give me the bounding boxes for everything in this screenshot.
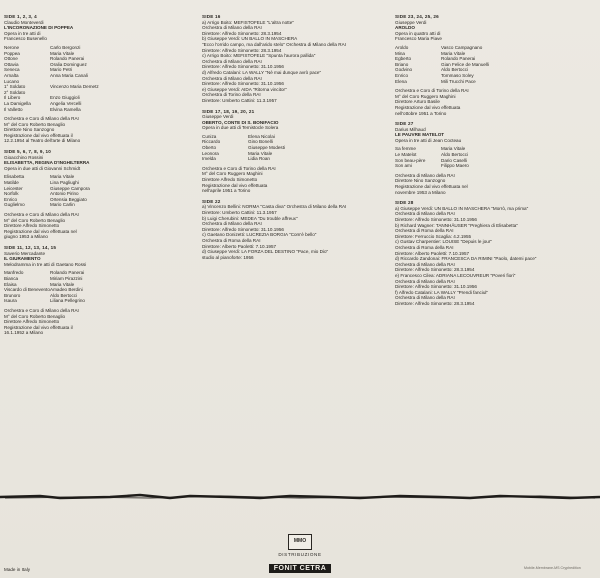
program-block xyxy=(4,14,184,144)
credit-line: Orchestra e Coro di Milano della RAI xyxy=(4,307,79,313)
track-line: Orchestra di Milano della RAI xyxy=(202,58,262,64)
composer-name: Claudio Monteverdi xyxy=(4,19,44,25)
credit-line: M° del Coro Roberto Benaglio xyxy=(4,313,66,319)
cast-singer: Gian Felice de Manuelli xyxy=(441,61,490,67)
credits xyxy=(202,166,382,194)
track-line: Orchestra di Milano della RAI xyxy=(202,25,262,31)
cast-role: Isaura xyxy=(4,298,17,304)
cast-role: Norfolk xyxy=(4,191,19,197)
credit-line: Direttore Arturo Basile xyxy=(395,99,440,105)
cast-singer: Carlo Bergonzi xyxy=(50,44,81,50)
track-line: b) Luigi Cherubini: MEDEA "Du trouble affreux" xyxy=(202,215,298,221)
credit-line: novembre 1953 a Milano xyxy=(395,189,446,195)
cast-singer: Maria Vitale xyxy=(441,146,466,152)
cast-list xyxy=(395,45,575,84)
program-block xyxy=(202,109,382,194)
side-heading: SIDE 23, 24, 25, 26 xyxy=(395,14,439,19)
track-line: Direttore: Alfredo Simonetto: 31.10.1956 xyxy=(202,64,284,70)
credit-line: nell'aprile 1951 a Torino xyxy=(202,188,251,194)
credit-line: Direttore Nino Sanzogno xyxy=(4,127,55,133)
credits xyxy=(4,212,184,240)
label-logo xyxy=(252,534,348,570)
cast-list xyxy=(395,146,575,168)
side-heading: SIDE 1, 2, 3, 4 xyxy=(4,14,37,19)
cast-singer: Tommaso Soley xyxy=(441,72,474,78)
credits xyxy=(395,88,575,116)
credit-line: M° del Coro Roberto Benaglio xyxy=(4,217,66,223)
cast-singer: Maria Vitale xyxy=(50,281,75,287)
cast-singer: Miriam Pirazzini xyxy=(50,275,83,281)
track-line: Orchestra di Milano della RAI xyxy=(395,211,455,217)
cast-list xyxy=(4,45,184,112)
cast-role: Aroldo xyxy=(395,44,409,50)
composer-name: Gioacchino Rossini xyxy=(4,154,44,160)
cast-singer: Maria Vitale xyxy=(441,50,466,56)
composer-name: Darius Milhaud xyxy=(395,126,426,132)
credit-line: M° del Coro Roberto Benaglio xyxy=(4,121,66,127)
cast-role: Nerone xyxy=(4,44,20,50)
cast-singer: Gino Bonelli xyxy=(248,139,273,145)
cast-role: Leicester xyxy=(4,185,23,191)
cast-singer: Antonio Pirino xyxy=(50,191,79,197)
track-line: studio al pianoforte: 1956 xyxy=(202,254,254,260)
cast-singer: Rolando Panerai xyxy=(50,56,85,62)
cast-role: Ottavia xyxy=(4,61,19,67)
track-line: Orchestra di Roma della RAI xyxy=(395,228,454,234)
made-in-label: Made in Italy xyxy=(4,567,31,572)
cast-singer: Aldo Bertocci xyxy=(50,292,78,298)
cast-singer: Angelia Vercelli xyxy=(50,100,82,106)
program-block xyxy=(202,199,382,261)
cast-role: Enrico xyxy=(395,72,409,78)
track-line: f) Alfredo Catalani: LA WALLY "Prendi fanciul" xyxy=(395,289,489,295)
credit-line: Orchestra e Coro di Torino della RAI xyxy=(202,165,276,171)
track-line: Direttore: Alfredo Simonetto: 31.10.1956 xyxy=(395,284,477,290)
cast-singer: Filippo Maero xyxy=(441,163,469,169)
cast-singer: Giuseppe Campora xyxy=(50,185,90,191)
credit-line: M° del Coro Ruggero Maghini xyxy=(395,93,456,99)
cast-singer: Amadeo Berdini xyxy=(50,287,83,293)
work-title: L'INCORONAZIONE DI POPPEA xyxy=(4,25,74,31)
cast-singer: Enzo Giuggioli xyxy=(50,95,80,101)
track-line: e) Giuseppe Verdi: AIDA "Ritorna vincitor" xyxy=(202,86,287,92)
label-mark-text: MMO xyxy=(293,538,307,544)
track-line: Direttore: Alberto Paoletti: 7.10.1957 xyxy=(202,243,277,249)
program-block xyxy=(4,245,184,336)
work-description: Opera in due atti di Temistocle Solera xyxy=(202,125,279,131)
cast-role: Seneca xyxy=(4,67,20,73)
cast-singer: Anna Maria Canali xyxy=(50,72,88,78)
credit-line: Direttore Alfredo Simonetto xyxy=(4,223,60,229)
side-heading: SIDE 5, 6, 7, 8, 9, 10 xyxy=(4,149,52,155)
track-line: d) Riccardo Zandonai: FRANCESCA DA RIMINI "Paolo, datemi pace" xyxy=(395,256,537,262)
credits xyxy=(4,308,184,336)
cast-role: Il Libero xyxy=(4,95,21,101)
cast-role: Manfredo xyxy=(4,270,24,276)
track-line: a) Vincenzo Bellini: NORMA "Casta diva" Orchestra di Milano della RAI xyxy=(202,204,347,210)
credit-line: nell'ottobre 1951 a Torino xyxy=(395,110,447,116)
composer-name: Saverio Mercadante xyxy=(4,250,46,256)
credit-line: Direttore Alfredo Simonetto xyxy=(202,177,258,183)
program-block xyxy=(395,14,575,116)
work-title: OBERTO, CONTE DI S. BONIFACIO xyxy=(202,119,279,125)
column-right xyxy=(395,14,575,312)
track-line: Orchestra di Milano della RAI xyxy=(202,221,262,227)
cast-singer: Mili Trucchi Pace xyxy=(441,78,476,84)
cast-role: Imelda xyxy=(202,156,216,162)
cast-role: 1° Soldato xyxy=(4,84,26,90)
column-middle xyxy=(202,14,382,265)
work-title: IL GIURAMENTO xyxy=(4,256,41,262)
credit-line: Orchestra e Coro di Milano della RAI xyxy=(4,116,79,122)
cast-singer: Maria Vitale xyxy=(248,150,273,156)
credit-line: Registrazione dal vivo effettuata il xyxy=(4,132,73,138)
cast-role: Viscardo di Benevento xyxy=(4,287,50,293)
cast-singer: Mario Petri xyxy=(50,67,73,73)
side-heading: SIDE 27 xyxy=(395,121,414,127)
cast-role: Bianca xyxy=(4,275,19,281)
cast-list xyxy=(4,270,184,304)
credit-line: Orchestra e Coro di Milano della RAI xyxy=(4,212,79,217)
distribution-label: DISTRIBUZIONE xyxy=(278,552,322,557)
cast-role: Son ami xyxy=(395,163,412,169)
cast-role: Son beau-père xyxy=(395,157,426,163)
track-line: Orchestra di Milano della RAI xyxy=(202,75,262,81)
cast-singer: Rolando Panerai xyxy=(50,270,85,276)
side-heading: SIDE 16 xyxy=(202,14,221,19)
cast-singer: Maria Vitale xyxy=(50,50,75,56)
track-line: d) Giuseppe Verdi: LA FORZA DEL DESTINO "Pace, mio Dio" xyxy=(202,249,329,255)
cast-singer: Lidia Roan xyxy=(248,156,270,162)
cast-role: Briano xyxy=(395,61,409,67)
credit-line: Direttore Nino Sanzogno xyxy=(395,178,446,184)
work-description: Francesco Maria Piave xyxy=(395,36,442,42)
track-list xyxy=(202,20,382,104)
credit-line: Registrazione dal vivo effettuata xyxy=(202,182,268,188)
credit-line: Registrazione dal vivo effettuata xyxy=(395,104,461,110)
track-line: Direttore: Alfredo Simonetto: 28.3.1954 xyxy=(395,300,475,306)
cast-singer: Lina Pagliughi xyxy=(50,180,79,186)
track-line: b) Giuseppe Verdi: UN BALLO IN MASCHERA xyxy=(202,36,298,42)
credit-line: M° del Coro Ruggero Maghini xyxy=(202,171,263,177)
brush-stroke-divider xyxy=(0,492,600,502)
cast-singer: Elvina Ramella xyxy=(50,106,81,112)
track-line: c) Gustav Charpentier: LOUISE "Depuis le jour" xyxy=(395,239,492,245)
track-line: Direttore: Alfredo Simonetto: 28.3.1954 xyxy=(202,30,282,36)
composer-name: Giuseppe Verdi xyxy=(395,19,427,25)
cast-role: Sa femme xyxy=(395,146,416,152)
column-left xyxy=(4,14,184,341)
cast-singer: Vasco Campagnano xyxy=(441,44,483,50)
small-print: Mobile-Membrane-MS Cryphedition xyxy=(524,566,581,570)
credit-line: Registrazione dal vivo effettuata nel xyxy=(395,184,468,190)
cast-role: Poppea xyxy=(4,50,20,56)
cast-singer: Dario Caselli xyxy=(441,157,468,163)
cast-singer: Mario Carlin xyxy=(50,202,75,208)
cast-list xyxy=(4,174,184,208)
track-line: Orchestra di Milano della RAI xyxy=(395,295,455,301)
track-line: Direttore: Umberto Cattini: 11.3.1957 xyxy=(202,97,277,103)
track-line: c) Gaetano Donizetti: LUCREZIA BORGIA "Com'è bello" xyxy=(202,232,317,238)
track-line: Direttore: Alfredo Simonetto: 28.3.1954 xyxy=(202,47,282,53)
cast-role: Il Valletto xyxy=(4,106,23,112)
track-list xyxy=(395,206,575,307)
work-title: LE PAUVRE MATELOT xyxy=(395,132,445,138)
composer-name: Giuseppe Verdi xyxy=(202,114,234,120)
work-title: ELISABETTA, REGINA D'INGHILTERRA xyxy=(4,160,90,166)
track-line: Direttore: Alfredo Simonetto: 31.10.1956 xyxy=(202,226,284,232)
track-line: Direttore: Ferruccio Scaglia: 4.2.1955 xyxy=(395,233,472,239)
credit-line: Orchestra e Coro di Torino della RAI xyxy=(395,88,469,94)
track-line: Orchestra di Milano della RAI xyxy=(395,278,455,284)
side-heading: SIDE 28 xyxy=(395,200,414,206)
credit-line: 16.1.1952 a Milano xyxy=(4,330,44,336)
side-heading: SIDE 17, 18, 19, 20, 21 xyxy=(202,108,255,114)
cast-role: Riccardo xyxy=(202,139,221,145)
cast-singer: Giuseppe Modesti xyxy=(248,145,286,151)
brand-name: FONIT CETRA xyxy=(269,564,332,573)
cast-singer: Liliana Pellegrino xyxy=(50,298,85,304)
cast-role: Matilde xyxy=(4,180,19,186)
track-line: Orchestra di Milano della RAI xyxy=(395,261,455,267)
work-description: Opera in quattro atti di xyxy=(395,30,441,36)
cast-role: Elaisa xyxy=(4,281,17,287)
track-line: Orchestra di Torino della RAI xyxy=(202,92,261,98)
credit-line: 12.2.1954 al Teatro dell'arte di Milano xyxy=(4,138,81,144)
credit-line: Direttore Alfredo Simonetto xyxy=(4,319,60,325)
cast-role: Arnalta xyxy=(4,72,19,78)
track-line: e) Francesco Cilea: ADRIANA LECOUVREUR "Poveri fiori" xyxy=(395,272,516,278)
work-description: Opera in due atti di Giovanni Schmidt xyxy=(4,165,81,171)
track-line: Orchestra di Roma della RAI xyxy=(395,244,454,250)
track-line: Direttore: Alfredo Simonetto: 31.10.1956 xyxy=(202,81,284,87)
cast-role: Egberto xyxy=(395,56,412,62)
work-description: Francesco Busenello xyxy=(4,36,47,42)
credit-line: Orchestra di Milano della RAI xyxy=(395,172,455,178)
program-block xyxy=(4,149,184,240)
program-block xyxy=(395,200,575,306)
cast-role: Lucano xyxy=(4,78,20,84)
cast-role: Oberto xyxy=(202,145,217,151)
cast-singer: Oralia Dominguez xyxy=(50,61,87,67)
cast-role: Elisabetta xyxy=(4,174,25,180)
track-line: Direttore: Alfredo Simonetto: 28.3.1954 xyxy=(395,267,475,273)
cast-role: 2° Soldato xyxy=(4,89,26,95)
track-line: b) Richard Wagner: TANNHÄUSER "Preghiera di Elisabetta" xyxy=(395,222,518,228)
cast-singer: Aldo Bertocci xyxy=(441,152,469,158)
credit-line: Registrazione dal vivo effettuata il xyxy=(4,324,73,330)
track-line: c) Arrigo Boito: MEFISTOFELE "Spunta l'aurora pallida" xyxy=(202,53,316,59)
side-heading: SIDE 22 xyxy=(202,198,221,204)
label-mark-icon xyxy=(288,534,312,550)
cast-singer: Ortensia Beggiato xyxy=(50,196,87,202)
track-line: "Ecco l'orrido campo, ma dall'arido stelo" Orchestra di Milano della RAI xyxy=(202,41,346,47)
cast-role: Ottone xyxy=(4,56,18,62)
cast-singer: Maria Vitale xyxy=(50,174,75,180)
work-title: AROLDO xyxy=(395,25,415,31)
track-line: a) Arrigo Boito: MEFISTOFELE "L'altra notte" xyxy=(202,19,294,25)
track-line: Direttore: Umberto Cattini: 11.3.1957 xyxy=(202,210,277,215)
cast-role: Brunoro xyxy=(4,292,21,298)
track-line: Direttore: Alberto Paoletti: 7.10.1957 xyxy=(395,250,470,256)
cast-role: Godvino xyxy=(395,67,413,73)
cast-singer: Elena Nicolai xyxy=(248,133,275,139)
track-line: Orchestra di Roma della RAI xyxy=(202,237,261,243)
cast-singer: Rolando Panerai xyxy=(441,56,476,62)
track-line: Direttore: Alfredo Simonetto: 31.10.1956 xyxy=(395,217,477,222)
cast-role: Mina xyxy=(395,50,405,56)
cast-role: Elena xyxy=(395,78,407,84)
cast-role: Guglielmo xyxy=(4,202,25,208)
credits xyxy=(395,173,575,195)
credit-line: Registrazione dal vivo effettuata nel xyxy=(4,228,77,234)
cast-role: Leonora xyxy=(202,150,219,156)
work-description: Opera in tre atti di xyxy=(4,30,41,36)
cast-role: La Damigella xyxy=(4,100,31,106)
credit-line: giugno 1953 a Milano xyxy=(4,234,48,240)
work-description: Opera in tre atti di Jean Cocteau xyxy=(395,137,462,143)
track-list xyxy=(202,204,382,260)
credits xyxy=(4,116,184,144)
program-block xyxy=(395,121,575,195)
cast-role: Cuniza xyxy=(202,133,217,139)
cast-singer: Aldo Bertocci xyxy=(441,67,469,73)
cast-list xyxy=(202,134,382,162)
cast-role: Le Matelot xyxy=(395,152,417,158)
track-line: a) Giuseppe Verdi: UN BALLO IN MASCHERA "Morrò, ma prima" xyxy=(395,205,529,211)
track-line: d) Alfredo Catalani: LA WALLY "Nè mai dunque avrò pace" xyxy=(202,69,322,75)
cast-role: Enrico xyxy=(4,196,18,202)
side-heading: SIDE 11, 12, 13, 14, 15 xyxy=(4,244,57,250)
cast-singer: Vincenzo Maria Demetz xyxy=(50,84,99,90)
work-description: Melodramma in tre atti di Gaetano Rossi xyxy=(4,261,87,267)
program-block xyxy=(202,14,382,104)
